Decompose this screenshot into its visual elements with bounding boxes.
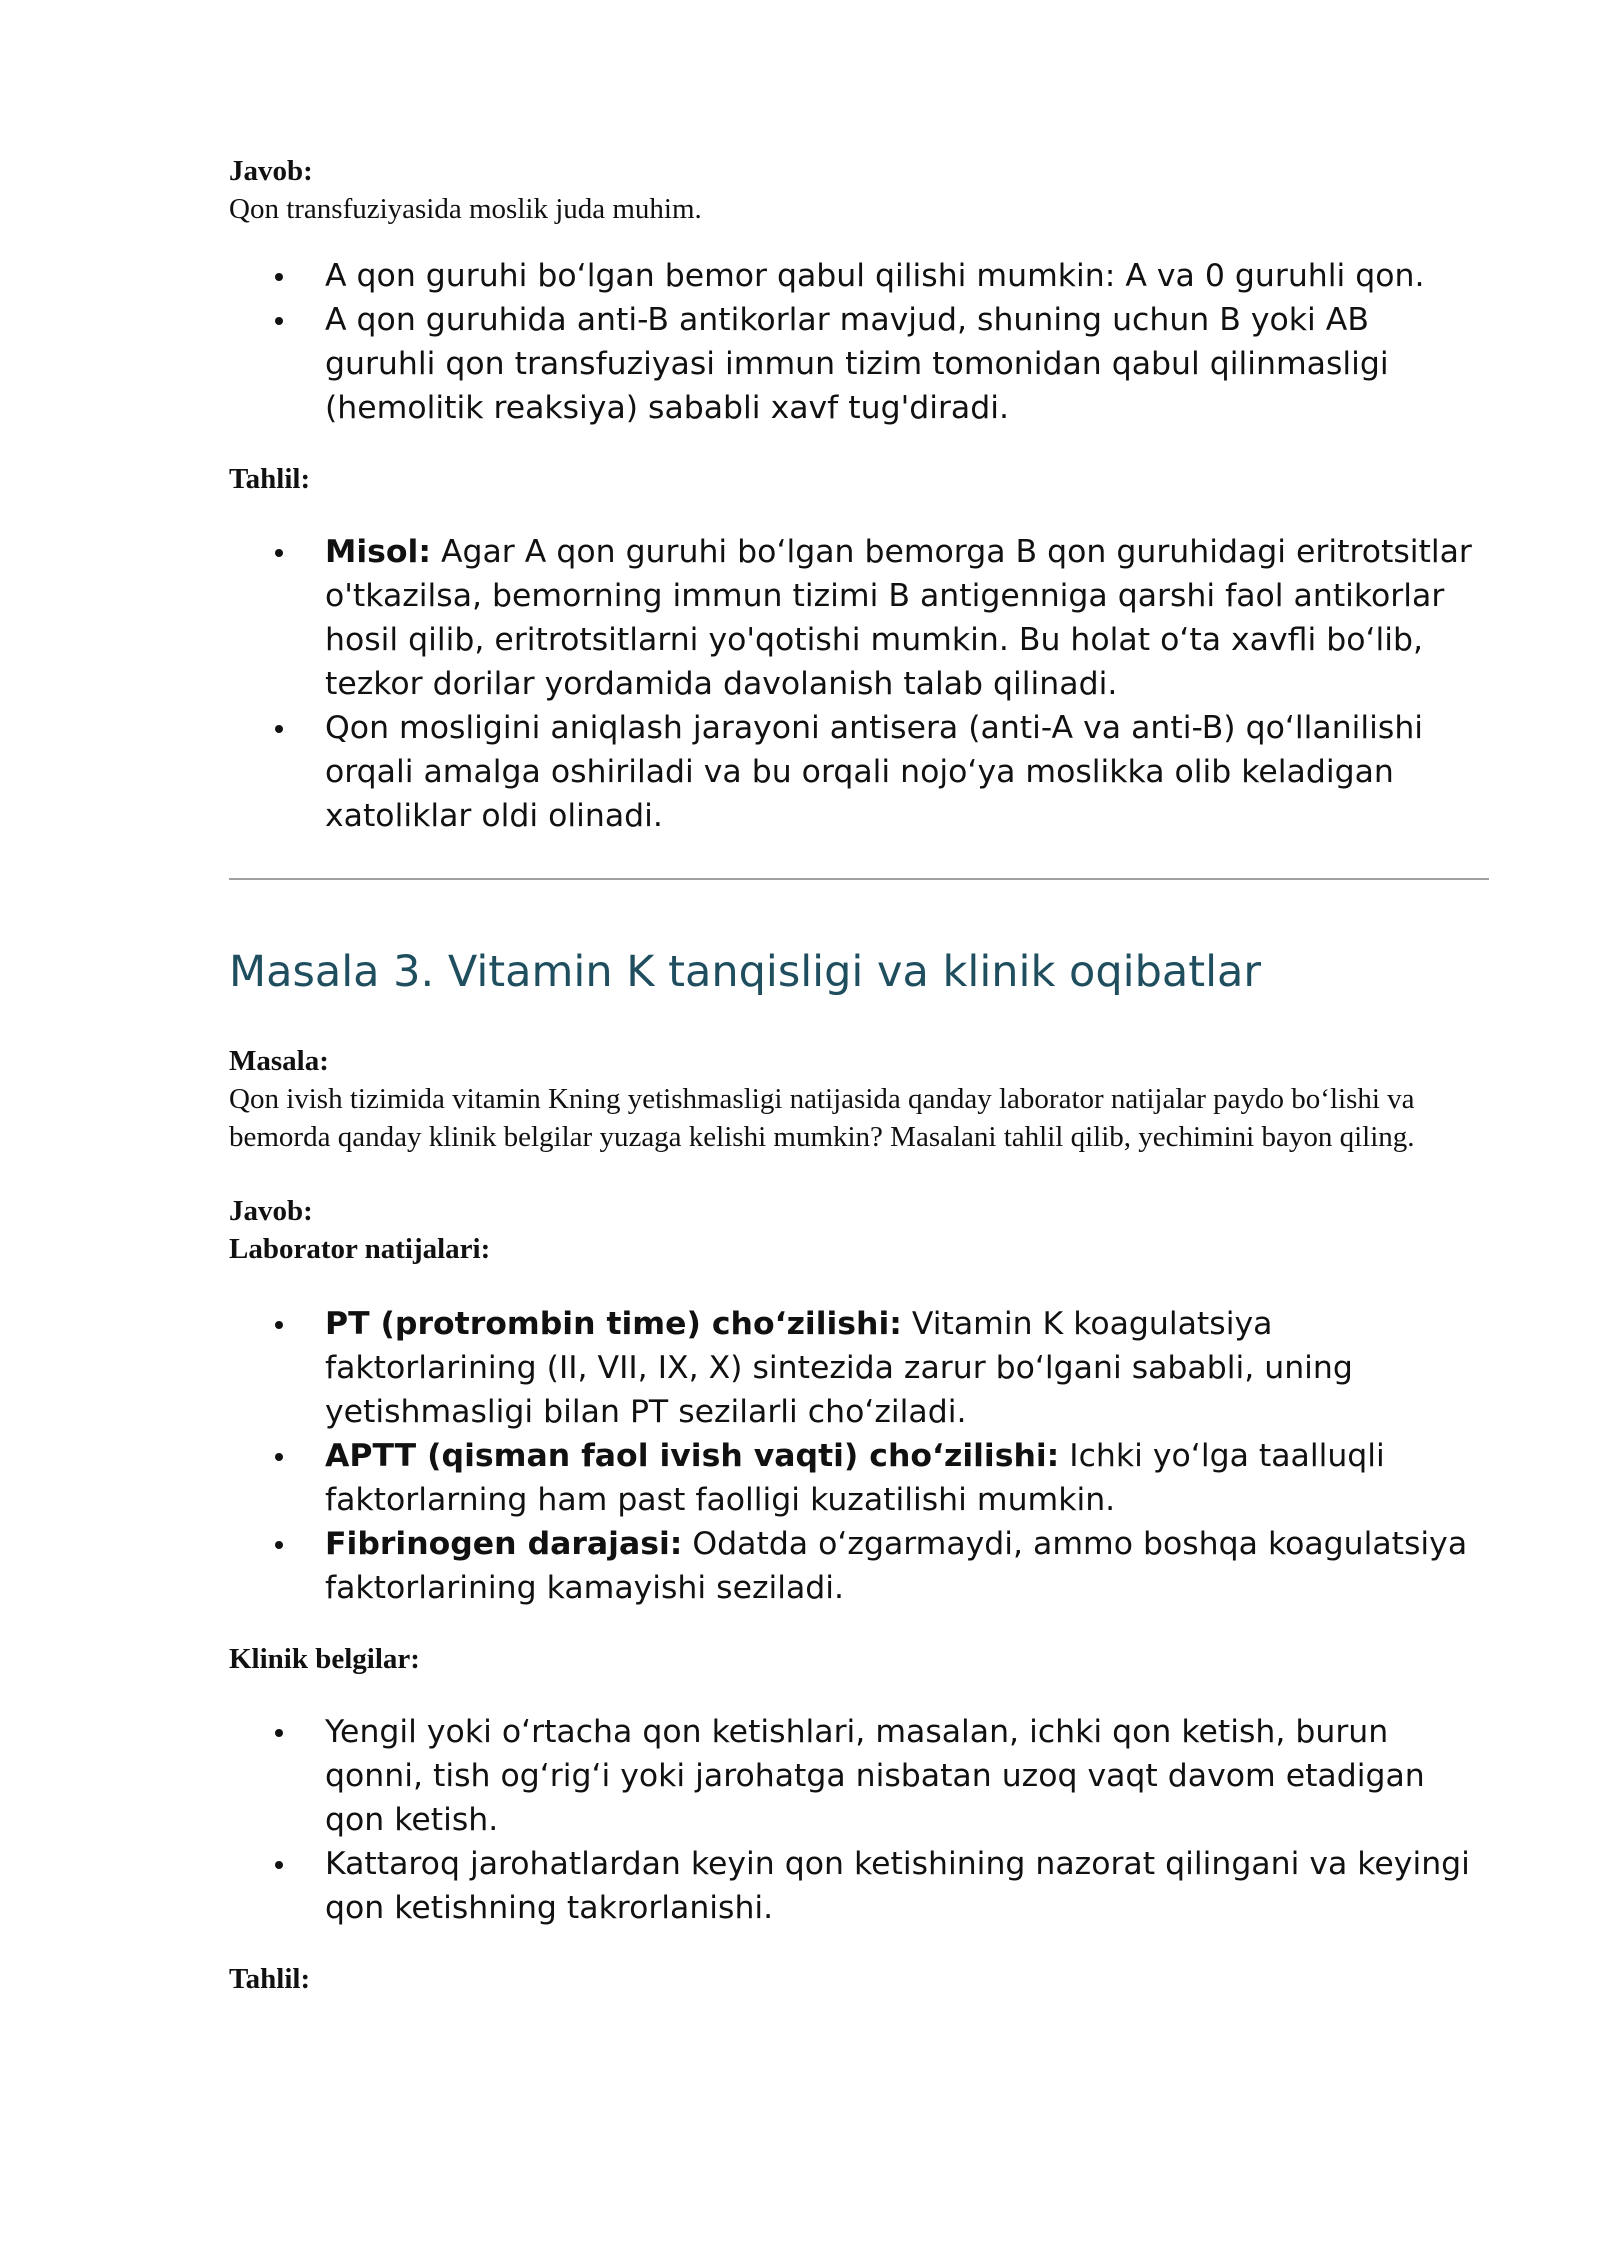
javob-label: Javob:	[229, 155, 313, 187]
list-item: Yengil yoki o‘rtacha qon ketishlari, masalan, ichki qon ketish, burun qonni, tish og‘rig‘i yoki jarohatga nisbatan uzoq vaqt davom etadigan qon ketish.	[325, 1710, 1489, 1842]
list-item: Kattaroq jarohatlardan keyin qon ketishining nazorat qilingani va keyingi qon ketishning takrorlanishi.	[325, 1842, 1489, 1930]
bullet-icon	[275, 273, 283, 281]
compatibility-list	[229, 254, 1489, 430]
lab-label: Laborator natijalari:	[229, 1233, 491, 1265]
list-item: APTT (qisman faol ivish vaqti) cho‘zilishi: Ichki yo‘lga taalluqli faktorlarning ham past faolligi kuzatilishi mumkin.	[325, 1434, 1489, 1522]
bullet-icon	[275, 1321, 283, 1329]
document-page	[229, 152, 1489, 1998]
list-item: A qon guruhi bo‘lgan bemor qabul qilishi mumkin: A va 0 guruhli qon.	[325, 254, 1489, 298]
tahlil-label: Tahlil:	[229, 1963, 311, 1995]
list-item: PT (protrombin time) cho‘zilishi: Vitamin K koagulatsiya faktorlarining (II, VII, IX, X) sintezida zarur bo‘lgani sababli, uning yetishmasligi bilan PT sezilarli cho‘ziladi.	[325, 1302, 1489, 1434]
masala-label: Masala:	[229, 1045, 329, 1077]
tahlil-list	[229, 530, 1489, 838]
bullet-icon	[275, 1541, 283, 1549]
list-item: Qon mosligini aniqlash jarayoni antisera (anti-A va anti-B) qo‘llanilishi orqali amalga oshiriladi va bu orqali nojo‘ya moslikka olib keladigan xatoliklar oldi olinadi.	[325, 706, 1489, 838]
clinical-signs-list	[229, 1710, 1489, 1930]
lab-results-list	[229, 1302, 1489, 1610]
klinik-label: Klinik belgilar:	[229, 1643, 420, 1675]
bullet-icon	[275, 1729, 283, 1737]
tahlil-label: Tahlil:	[229, 463, 311, 495]
bullet-icon	[275, 317, 283, 325]
bullet-icon	[275, 725, 283, 733]
section-heading: Masala 3. Vitamin K tanqisligi va klinik oqibatlar	[229, 947, 1262, 997]
bullet-icon	[275, 549, 283, 557]
bullet-icon	[275, 1861, 283, 1869]
list-item: Fibrinogen darajasi: Odatda o‘zgarmaydi, ammo boshqa koagulatsiya faktorlarining kamayishi seziladi.	[325, 1522, 1489, 1610]
bullet-icon	[275, 1453, 283, 1461]
javob-label: Javob:	[229, 1195, 313, 1227]
masala-text: Qon ivish tizimida vitamin Kning yetishmasligi natijasida qanday laborator natijalar paydo bo‘lishi va bemorda qanday klinik belgilar yuzaga kelishi mumkin? Masalani tahlil qilib, yechimini bayon qiling.	[229, 1083, 1415, 1153]
javob-text: Qon transfuziyasida moslik juda muhim.	[229, 193, 702, 225]
list-item: A qon guruhida anti-B antikorlar mavjud, shuning uchun B yoki AB guruhli qon transfuziyasi immun tizim tomonidan qabul qilinmasligi (hemolitik reaksiya) sababli xavf tug'diradi.	[325, 298, 1489, 430]
list-item: Misol: Agar A qon guruhi bo‘lgan bemorga B qon guruhidagi eritrotsitlar o'tkazilsa, bemorning immun tizimi B antigenniga qarshi faol antikorlar hosil qilib, eritrotsitlarni yo'qotishi mumkin. Bu holat o‘ta xavfli bo‘lib, tezkor dorilar yordamida davolanish talab qilinadi.	[325, 530, 1489, 706]
